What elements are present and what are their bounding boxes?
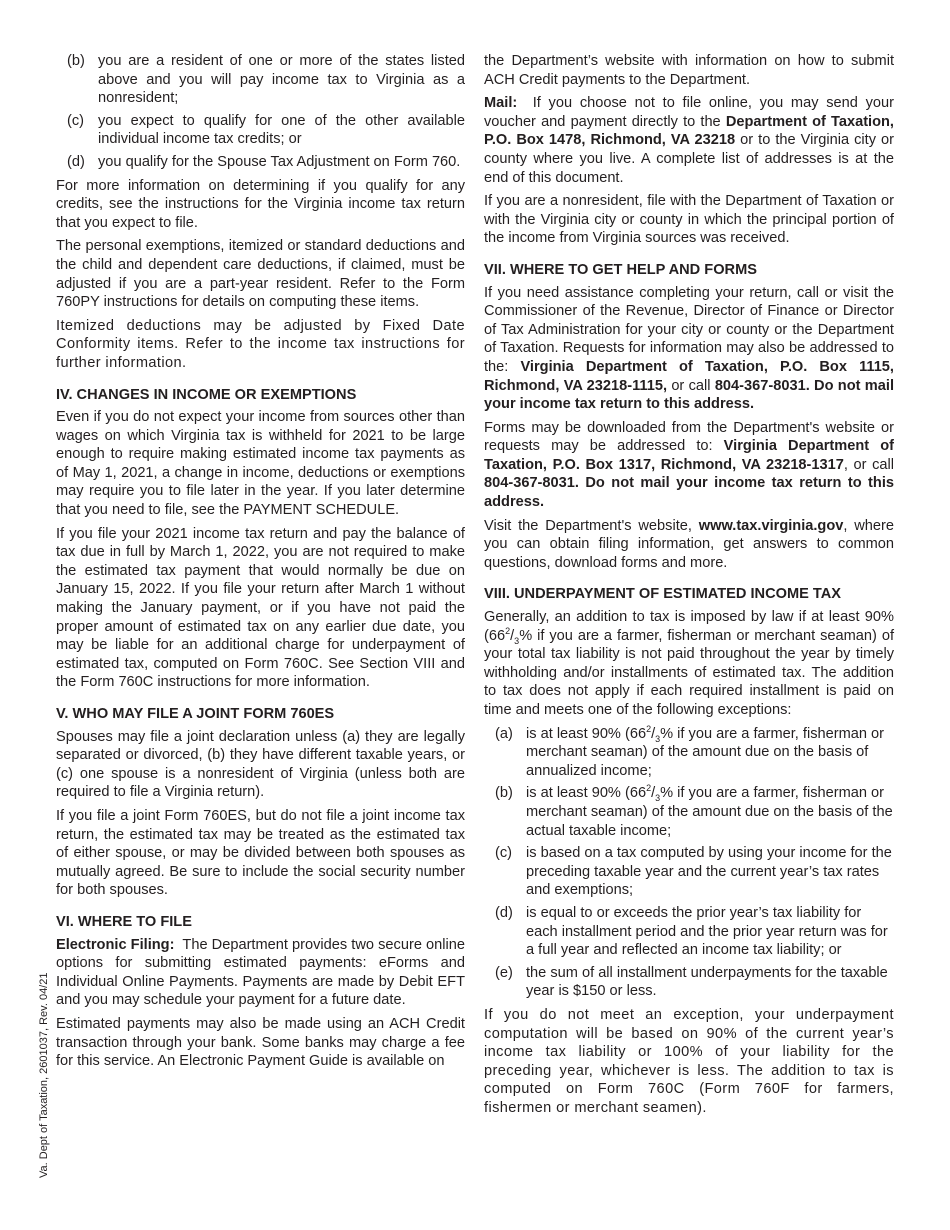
nonresident-paragraph: If you are a nonresident, file with the Department of Taxation or with the Virginia city or county in which the principal portion of the income from Virginia sources was received. xyxy=(484,193,894,247)
website-text: , where you can obtain filing information, get answers to common questions, download forms and more. xyxy=(484,517,894,571)
underpayment-intro: Generally, an addition to tax is imposed by law if at least 90% ($66^2/_3\%$ if you are a farmer, fisherman or merchant seaman) of your total tax liability is not paid throughout the year by timely withholding and/or installments of estimated tax. The addition to tax does not apply if each required installment is paid on time and meets one of the following exceptions: xyxy=(484,609,894,718)
list-item xyxy=(484,964,894,1001)
mail-label: Mail: xyxy=(484,95,518,112)
help-text: or call xyxy=(671,377,711,394)
help-paragraph xyxy=(484,284,894,414)
list-marker: (d) xyxy=(67,153,85,170)
qualification-list xyxy=(56,52,465,172)
help-address: Virginia Department of Taxation, P.O. Box 1115, Richmond, VA 23218-1115, xyxy=(484,358,894,394)
itemized-paragraph: Itemized deductions may be adjusted by Fixed Date Conformity items. Refer to the income tax instructions for further information. xyxy=(56,317,465,371)
forms-text: Forms may be downloaded from the Department's website or requests may be addressed to: xyxy=(484,419,894,455)
list-item xyxy=(484,844,894,900)
exceptions-list xyxy=(484,725,894,1001)
mail-paragraph xyxy=(484,94,894,187)
list-item xyxy=(56,52,465,108)
fraction-denominator: 3 xyxy=(655,793,661,804)
list-item xyxy=(484,725,894,781)
right-column xyxy=(484,52,894,1122)
website-link[interactable]: www.tax.virginia.gov xyxy=(698,517,844,534)
section-iv-paragraph: Even if you do not expect your income from sources other than wages on which Virginia tax is withheld for 2021 to be large enough to require making estimated income tax payments as of May 1, 2021, a change in income, deductions or exemptions may require you to file later in the year. If you later determine that you need to file, see the PAYMENT SCHEDULE. xyxy=(56,409,465,519)
forms-phone-warning: 804-367-8031. Do not mail your income tax return to this address. xyxy=(484,475,894,511)
exemptions-paragraph: The personal exemptions, itemized or standard deductions and the child and dependent care deductions, if claimed, must be adjusted if you are a part-year resident. Refer to the Form 760PY instructions for details on computing these items. xyxy=(56,238,465,311)
website-paragraph xyxy=(484,517,894,573)
section-heading-v: V. WHO MAY FILE A JOINT FORM 760ES xyxy=(56,706,335,722)
electronic-filing-paragraph xyxy=(56,936,465,1010)
section-heading-viii: VIII. UNDERPAYMENT OF ESTIMATED INCOME TAX xyxy=(484,586,842,603)
fraction-denominator: 3 xyxy=(514,635,520,646)
list-item xyxy=(56,153,465,172)
list-text: you are a resident of one or more of the states listed above and you will pay income tax to Virginia as a nonresident; xyxy=(98,53,465,107)
item-text: % if you are a farmer, fisherman or merchant seaman) of the amount due on the basis of annualized income; xyxy=(526,725,885,779)
list-marker: (c) xyxy=(67,112,85,129)
ach-paragraph: Estimated payments may also be made using an ACH Credit transaction through your bank. Some banks may charge a fee for this service. An Electronic Payment Guide is available on xyxy=(56,1015,465,1070)
section-v-paragraph: If you file a joint Form 760ES, but do not file a joint income tax return, the estimated tax may be treated as the estimated tax of either spouse, or may be divided between both spouses as mutually agreed. Be sure to include the social security number for both spouses. xyxy=(56,807,465,899)
intro-text: Generally, an addition to tax is imposed by law if at least 90% (66 xyxy=(484,609,894,644)
credits-paragraph: For more information on determining if you qualify for any credits, see the instructions for the Virginia income tax return that you expect to file. xyxy=(56,177,465,231)
item-text: is at least 90% (66 xyxy=(526,725,647,742)
left-column xyxy=(56,52,465,1076)
list-text: you expect to qualify for one of the other available individual income tax credits; or xyxy=(98,112,465,148)
item-text: is at least 90% (66 xyxy=(526,785,647,802)
website-text: Visit the Department's website, xyxy=(484,517,692,534)
forms-address: Virginia Department of Taxation, P.O. Box 1317, Richmond, VA 23218-1317 xyxy=(484,438,894,473)
list-marker: (c) xyxy=(495,845,513,862)
list-text: is equal to or exceeds the prior year’s tax liability for each installment period and the prior year return was for a full year and reflected an income tax liability; or xyxy=(526,904,888,959)
list-text: you qualify for the Spouse Tax Adjustment on Form 760. xyxy=(98,153,461,170)
forms-text: , or call xyxy=(843,456,894,473)
forms-paragraph xyxy=(484,419,894,512)
list-marker: (b) xyxy=(495,785,513,802)
ach-continued-paragraph: the Department’s website with information on how to submit ACH Credit payments to the Department. xyxy=(484,53,894,88)
fraction-numerator: 2 xyxy=(646,783,652,794)
electronic-filing-text: The Department provides two secure online options for submitting estimated payments: eForms and Individual Online Payments. Payments are made by Debit EFT and you may schedule your payment for a future date. xyxy=(56,936,465,1009)
mail-address: Department of Taxation, P.O. Box 1478, Richmond, VA 23218 xyxy=(484,113,894,149)
help-text: If you need assistance completing your return, call or visit the Commissioner of the Revenue, Director of Finance or Director of Tax Administration for your city or county or the Department of Taxation. Requests for information may also be addressed to the: xyxy=(484,284,894,375)
list-marker: (e) xyxy=(495,964,513,981)
list-text: is at least 90% ($66^2/_3\%$ if you are a farmer, fisherman or merchant seaman) of the amount due on the basis of the actual taxable income; xyxy=(526,783,893,839)
item-text: % if you are a farmer, fisherman or merchant seaman) of the amount due on the basis of the actual taxable income; xyxy=(526,785,893,839)
list-item xyxy=(484,904,894,960)
mail-text: If you choose not to file online, you may send your voucher and payment directly to the xyxy=(484,95,894,130)
electronic-filing-label: Electronic Filing: xyxy=(56,936,175,953)
section-iv-paragraph: If you file your 2021 income tax return and pay the balance of tax due in full by March 1, 2022, you are not required to make the estimated tax payment that would normally be due on January 15, 2022. If you file your return after March 1 without making the January payment, or if you have not paid the proper amount of estimated tax on any earlier due date, you may be liable for an additional charge for underpayment of estimated tax, computed on Form 760C. See Section VIII and the Form 760C instructions for more information. xyxy=(56,525,465,691)
list-marker: (a) xyxy=(495,725,513,742)
list-item xyxy=(56,112,465,149)
section-heading-vi: VI. WHERE TO FILE xyxy=(56,913,192,930)
list-item xyxy=(484,784,894,840)
section-v-paragraph: Spouses may file a joint declaration unless (a) they are legally separated or divorced, (b) they have different taxable years, or (c) one spouse is a nonresident of Virginia (unless both are required to file a Virginia return). xyxy=(56,728,465,801)
form-revision-note: Va. Dept of Taxation, 2601037, Rev. 04/21 xyxy=(38,972,50,1178)
help-phone-warning: 804-367-8031. Do not mail your income tax return to this address. xyxy=(484,377,894,413)
intro-text: % if you are a farmer, fisherman or merchant seaman) of your total tax liability is not paid throughout the year by timely withholding and/or installments of estimated tax. The addition to tax does not apply if each required installment is paid on time and meets one of the following exceptions: xyxy=(484,627,894,718)
fraction-numerator: 2 xyxy=(646,723,652,734)
mail-text: or to the Virginia city or county where you live. A complete list of addresses is at the end of this document. xyxy=(484,132,894,186)
list-marker: (b) xyxy=(67,53,85,69)
section-heading-iv: IV. CHANGES IN INCOME OR EXEMPTIONS xyxy=(56,386,357,403)
list-marker: (d) xyxy=(495,904,513,921)
fraction-numerator: 2 xyxy=(505,625,511,636)
underpayment-closing: If you do not meet an exception, your underpayment computation will be based on 90% of the current year’s income tax liability or 100% of your liability for the preceding year, whichever is less. The addition to tax is computed on Form 760C (Form 760F for farmers, fishermen or merchant seamen). xyxy=(484,1006,894,1116)
list-text: is at least 90% ($66^2/_3\%$ if you are a farmer, fisherman or merchant seaman) of the amount due on the basis of annualized income; xyxy=(526,723,885,779)
list-text: is based on a tax computed by using your income for the preceding taxable year and the current year’s tax rates and exemptions; xyxy=(526,845,892,899)
section-heading-vii: VII. WHERE TO GET HELP AND FORMS xyxy=(484,261,757,278)
fraction-denominator: 3 xyxy=(655,733,661,744)
list-text: the sum of all installment underpayments for the taxable year is $150 or less. xyxy=(526,964,888,1000)
